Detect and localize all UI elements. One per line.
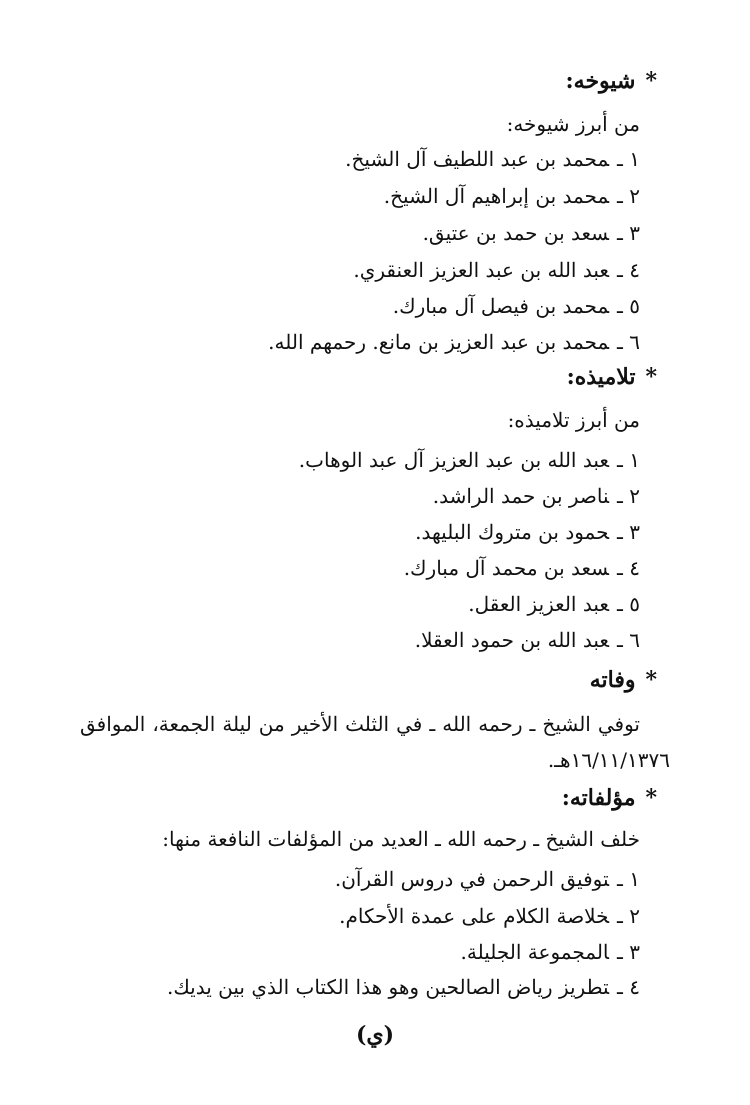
death-heading-text: وفاته <box>589 667 636 693</box>
work-item <box>335 862 640 896</box>
students-heading-text: تلاميذه: <box>566 364 636 390</box>
works-intro: خلف الشيخ ـ رحمه الله ـ العديد من المؤلفات النافعة منها: <box>162 827 640 851</box>
student-item <box>404 551 640 585</box>
teacher-item <box>268 325 640 359</box>
heading-star-marker: * <box>645 785 657 811</box>
teacher-item <box>393 289 640 323</box>
list-number: ٥ ـ <box>617 294 640 318</box>
list-text: توفيق الرحمن في دروس القرآن. <box>334 867 610 891</box>
work-item <box>339 899 640 933</box>
list-text: تطريز رياض الصالحين وهو هذا الكتاب الذي بين يديك. <box>166 975 610 999</box>
teacher-item <box>353 253 640 287</box>
list-number: ١ ـ <box>617 448 640 472</box>
teacher-item <box>345 142 640 176</box>
list-number: ٦ ـ <box>617 628 640 652</box>
student-item <box>415 515 640 549</box>
student-item <box>468 587 640 621</box>
list-number: ٥ ـ <box>617 592 640 616</box>
list-number: ٢ ـ <box>617 904 640 928</box>
students-intro: من أبرز تلاميذه: <box>507 408 640 432</box>
list-text: محمد بن عبد العزيز بن مانع. رحمهم الله. <box>268 330 610 354</box>
death-paragraph: توفي الشيخ ـ رحمه الله ـ في الثلث الأخير من ليلة الجمعة، الموافق ١٦/١١/١٣٧٦هـ. <box>80 712 670 772</box>
teachers-heading-text: شيوخه: <box>565 68 636 94</box>
list-number: ٤ ـ <box>617 556 640 580</box>
student-item <box>415 623 640 657</box>
student-item <box>299 443 640 477</box>
death-heading <box>590 663 657 697</box>
list-text: حمود بن متروك البليهد. <box>415 520 610 544</box>
teacher-item <box>423 216 640 250</box>
list-text: سعد بن حمد بن عتيق. <box>422 221 610 245</box>
teacher-item <box>384 179 640 213</box>
heading-star-marker: * <box>645 364 657 390</box>
list-number: ٢ ـ <box>617 484 640 508</box>
list-number: ١ ـ <box>617 147 640 171</box>
list-text: المجموعة الجليلة. <box>460 940 610 964</box>
list-number: ٢ ـ <box>617 184 640 208</box>
works-heading <box>562 781 657 815</box>
list-number: ٤ ـ <box>617 258 640 282</box>
works-heading-text: مؤلفاته: <box>561 785 636 811</box>
page-number: (ي) <box>355 1022 395 1048</box>
student-item <box>433 479 640 513</box>
teachers-heading <box>566 64 657 98</box>
heading-star-marker: * <box>645 667 657 693</box>
list-text: محمد بن عبد اللطيف آل الشيخ. <box>345 147 610 171</box>
list-text: محمد بن إبراهيم آل الشيخ. <box>383 184 610 208</box>
list-text: سعد بن محمد آل مبارك. <box>403 556 610 580</box>
list-number: ٤ ـ <box>617 975 640 999</box>
work-item <box>167 970 640 1004</box>
list-text: عبد العزيز العقل. <box>468 592 610 616</box>
list-text: ناصر بن حمد الراشد. <box>432 484 610 508</box>
list-text: عبد الله بن عبد العزيز آل عبد الوهاب. <box>298 448 610 472</box>
list-number: ٦ ـ <box>617 330 640 354</box>
list-text: عبد الله بن حمود العقلا. <box>414 628 610 652</box>
students-heading <box>567 360 657 394</box>
list-text: محمد بن فيصل آل مبارك. <box>392 294 610 318</box>
work-item <box>461 935 640 969</box>
list-text: خلاصة الكلام على عمدة الأحكام. <box>339 904 610 928</box>
list-text: عبد الله بن عبد العزيز العنقري. <box>353 258 610 282</box>
list-number: ٣ ـ <box>617 221 640 245</box>
list-number: ١ ـ <box>617 867 640 891</box>
list-number: ٣ ـ <box>617 940 640 964</box>
heading-star-marker: * <box>645 68 657 94</box>
list-number: ٣ ـ <box>617 520 640 544</box>
teachers-intro: من أبرز شيوخه: <box>506 112 640 136</box>
